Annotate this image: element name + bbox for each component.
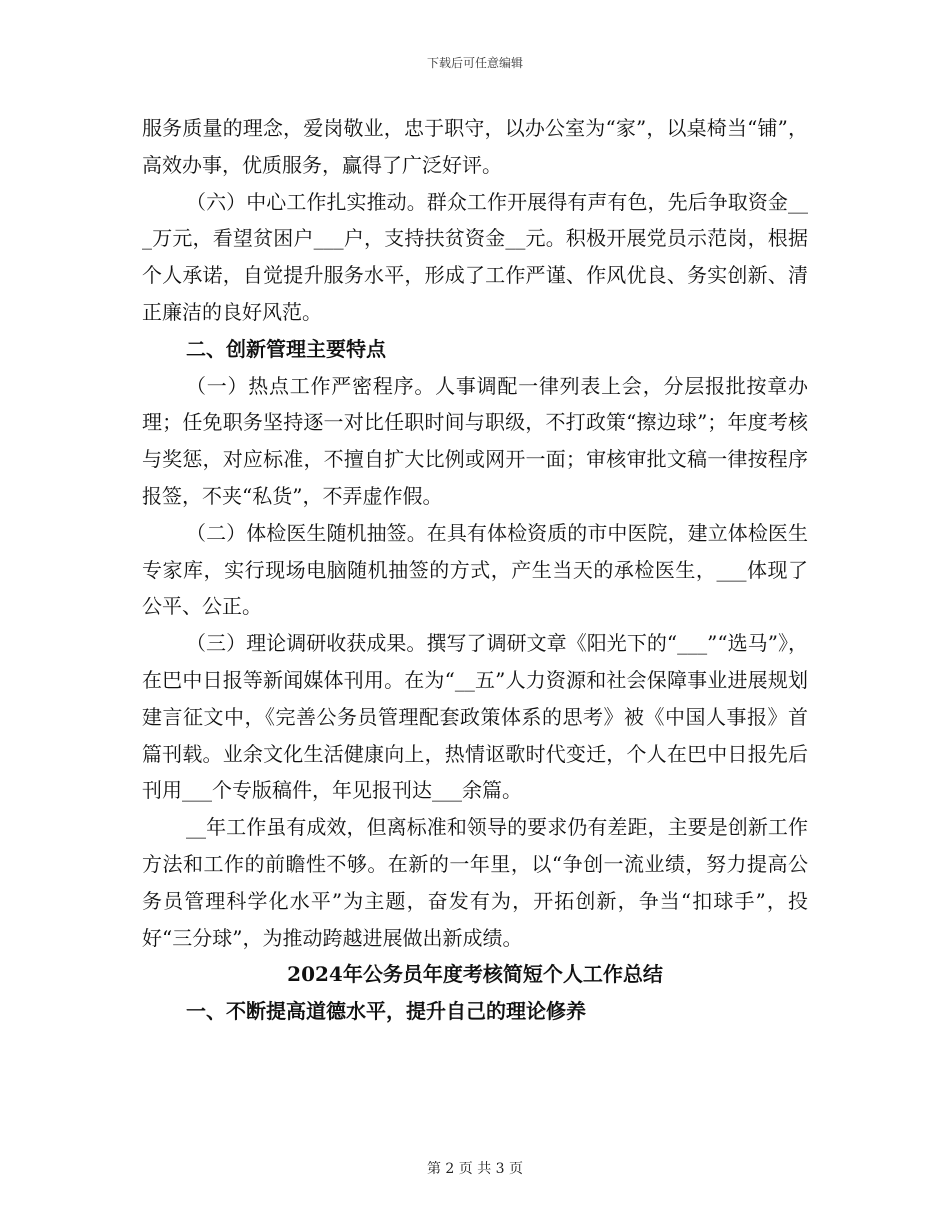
paragraph-hot-work: （一）热点工作严密程序。人事调配一律列表上会，分层报批按章办理；任免职务坚持逐一对比任职时间与职级，不打政策“擦边球”；年度考核与奖惩，对应标准，不擅自扩大比例或网开一面；审核审批文稿一律按程序报签，不夹“私货”，不弄虚作假。 — [142, 373, 808, 508]
paragraph-service-quality: 服务质量的理念，爱岗敬业，忠于职守，以办公室为“家”，以桌椅当“铺”，高效办事，优质服务，赢得了广泛好评。 — [142, 116, 808, 177]
header-note: 下载后可任意编辑 — [426, 56, 523, 70]
document-title-2024: 2024年公务员年度考核简短个人工作总结 — [287, 962, 663, 987]
paragraph-research: （三）理论调研收获成果。撰写了调研文章《阳光下的“___”“选马”》，在巴中日报等新闻媒体刊用。在为“__五”人力资源和社会保障事业进展规划建言征文中，《完善公务员管理配套政策体系的思考》被《中国人事报》首篇刊载。业余文化生活健康向上，热情讴歌时代变迁，个人在巴中日报先后刊用___个专版稿件，年见报刊达___余篇。 — [142, 631, 808, 803]
paragraph-central-work: （六）中心工作扎实推动。群众工作开展得有声有色，先后争取资金___万元，看望贫困户___户，支持扶贫资金__元。积极开展党员示范岗，根据个人承诺，自觉提升服务水平，形成了工作严谨、作风优良、务实创新、清正廉洁的良好风范。 — [142, 189, 808, 324]
section-heading-innovation: 二、创新管理主要特点 — [186, 336, 386, 361]
section-heading-morality: 一、不断提高道德水平，提升自己的理论修养 — [186, 999, 586, 1024]
page-number: 第 2 页 共 3 页 — [426, 1161, 524, 1177]
paragraph-medical-draw: （二）体检医生随机抽签。在具有体检资质的市中医院，建立体检医生专家库，实行现场电脑随机抽签的方式，产生当天的承检医生，___体现了公平、公正。 — [142, 520, 808, 619]
document-body — [142, 110, 808, 1030]
paragraph-summary: __年工作虽有成效，但离标准和领导的要求仍有差距，主要是创新工作方法和工作的前瞻性不够。在新的一年里，以“争创一流业绩，努力提高公务员管理科学化水平”为主题，奋发有为，开拓创新，争当“扣球手”，投好“三分球”，为推动跨越进展做出新成绩。 — [142, 815, 808, 950]
